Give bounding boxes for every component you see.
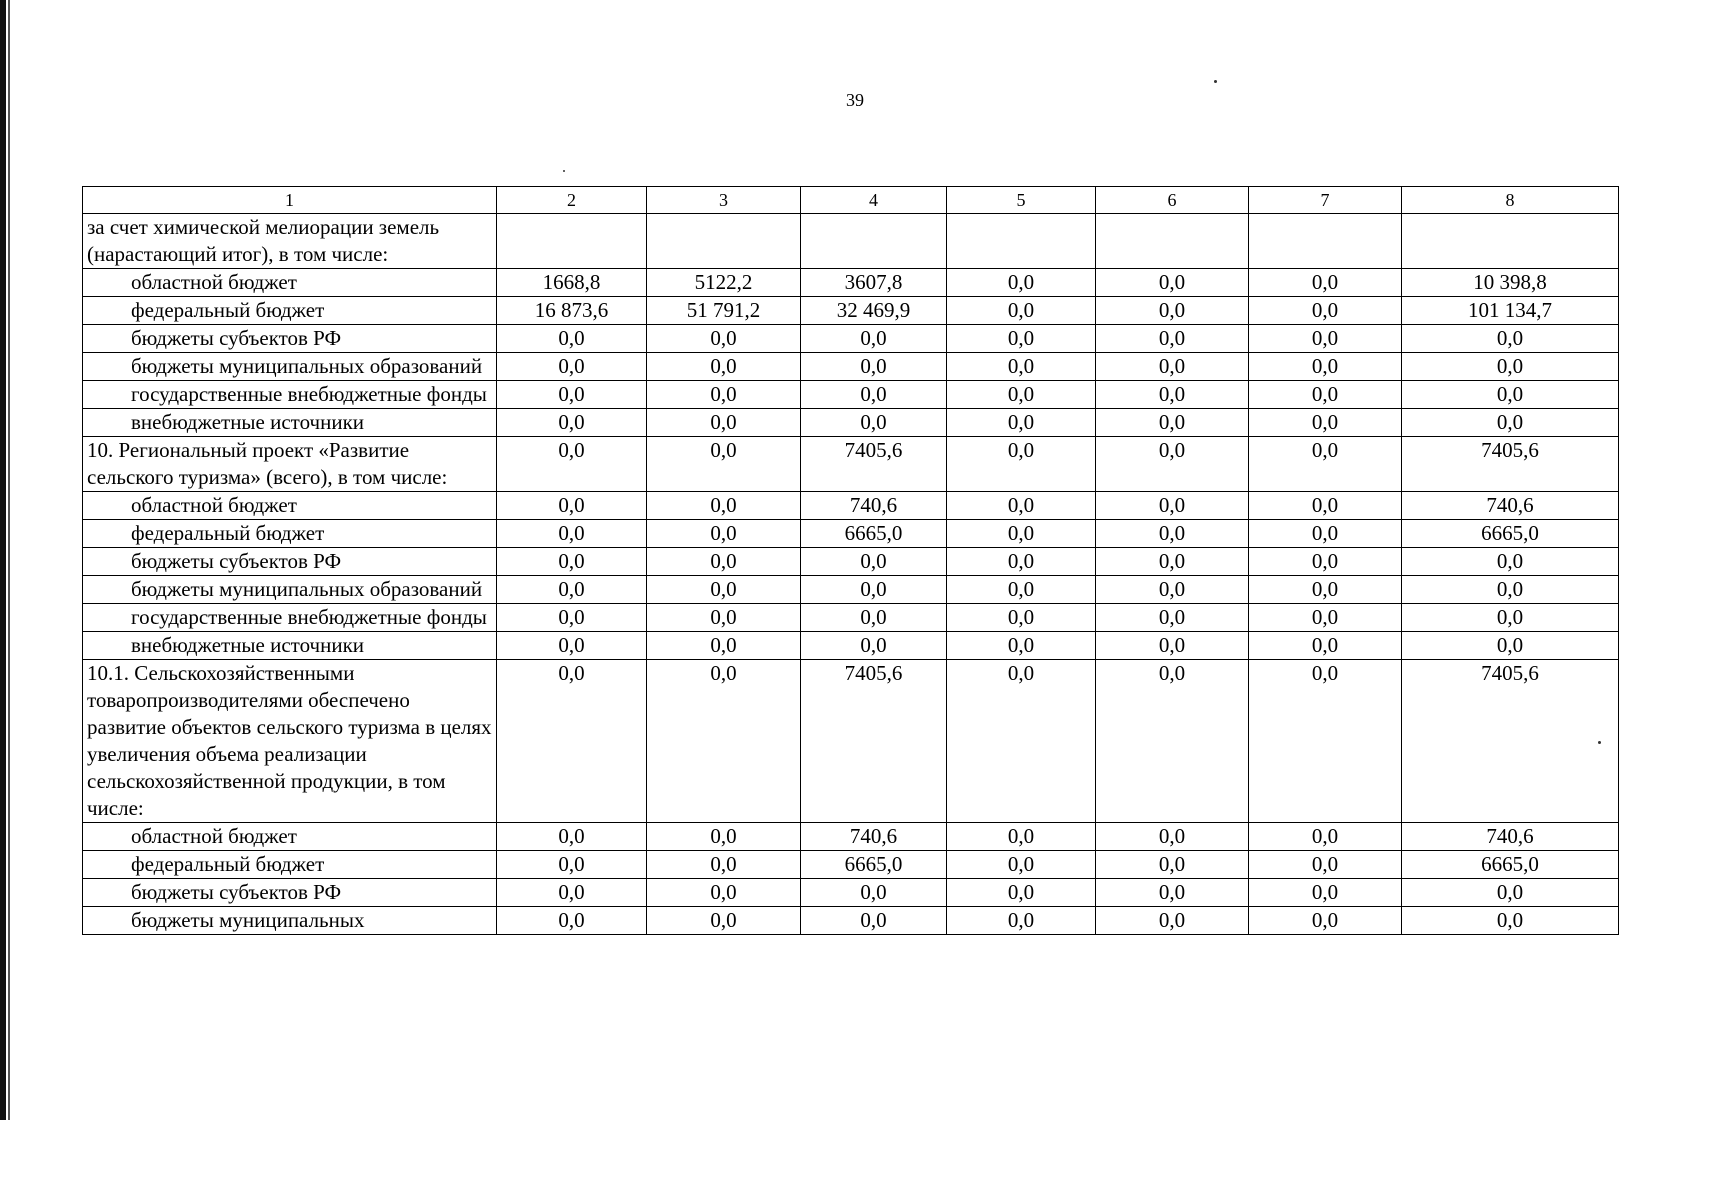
value-cell: 0,0 bbox=[1249, 381, 1402, 409]
value-cell: 0,0 bbox=[801, 548, 947, 576]
value-cell: 101 134,7 bbox=[1402, 297, 1619, 325]
value-cell: 0,0 bbox=[497, 492, 647, 520]
value-cell: 0,0 bbox=[801, 381, 947, 409]
value-cell: 0,0 bbox=[1096, 437, 1249, 492]
value-cell: 0,0 bbox=[1249, 409, 1402, 437]
value-cell bbox=[1096, 214, 1249, 269]
table-row bbox=[83, 548, 1619, 576]
row-label: государственные внебюджетные фонды bbox=[83, 604, 497, 632]
value-cell bbox=[497, 214, 647, 269]
column-header: 3 bbox=[647, 187, 801, 214]
value-cell: 0,0 bbox=[801, 879, 947, 907]
value-cell: 0,0 bbox=[647, 823, 801, 851]
table-row bbox=[83, 604, 1619, 632]
row-label: бюджеты субъектов РФ bbox=[83, 548, 497, 576]
value-cell: 0,0 bbox=[1096, 297, 1249, 325]
value-cell bbox=[1249, 214, 1402, 269]
row-label: областной бюджет bbox=[83, 269, 497, 297]
value-cell: 0,0 bbox=[801, 325, 947, 353]
table-header-row bbox=[83, 187, 1619, 214]
value-cell: 7405,6 bbox=[801, 660, 947, 823]
column-header: 2 bbox=[497, 187, 647, 214]
value-cell: 0,0 bbox=[1249, 269, 1402, 297]
value-cell: 51 791,2 bbox=[647, 297, 801, 325]
row-label: за счет химической мелиорации земель (нарастающий итог), в том числе: bbox=[83, 214, 497, 269]
table-row bbox=[83, 214, 1619, 269]
row-label: областной бюджет bbox=[83, 823, 497, 851]
table-row bbox=[83, 851, 1619, 879]
value-cell: 7405,6 bbox=[1402, 660, 1619, 823]
value-cell: 0,0 bbox=[947, 907, 1096, 935]
value-cell: 0,0 bbox=[801, 604, 947, 632]
value-cell: 0,0 bbox=[497, 823, 647, 851]
value-cell: 0,0 bbox=[947, 381, 1096, 409]
table-row bbox=[83, 907, 1619, 935]
value-cell: 0,0 bbox=[647, 353, 801, 381]
value-cell: 0,0 bbox=[1249, 548, 1402, 576]
table-row bbox=[83, 660, 1619, 823]
value-cell: 0,0 bbox=[1096, 381, 1249, 409]
value-cell: 740,6 bbox=[801, 492, 947, 520]
value-cell: 0,0 bbox=[1402, 632, 1619, 660]
value-cell: 0,0 bbox=[1249, 632, 1402, 660]
value-cell: 0,0 bbox=[647, 604, 801, 632]
value-cell: 0,0 bbox=[947, 604, 1096, 632]
value-cell: 0,0 bbox=[1402, 604, 1619, 632]
value-cell: 10 398,8 bbox=[1402, 269, 1619, 297]
row-label: бюджеты субъектов РФ bbox=[83, 879, 497, 907]
value-cell: 0,0 bbox=[947, 520, 1096, 548]
column-header: 6 bbox=[1096, 187, 1249, 214]
column-header: 4 bbox=[801, 187, 947, 214]
value-cell: 0,0 bbox=[647, 632, 801, 660]
table-row bbox=[83, 297, 1619, 325]
table-row bbox=[83, 381, 1619, 409]
value-cell: 0,0 bbox=[1402, 907, 1619, 935]
row-label: федеральный бюджет bbox=[83, 851, 497, 879]
value-cell: 0,0 bbox=[497, 660, 647, 823]
value-cell: 0,0 bbox=[647, 520, 801, 548]
value-cell: 0,0 bbox=[1402, 381, 1619, 409]
value-cell: 0,0 bbox=[801, 907, 947, 935]
value-cell: 0,0 bbox=[1096, 576, 1249, 604]
column-header: 7 bbox=[1249, 187, 1402, 214]
scan-speck bbox=[1598, 741, 1601, 744]
value-cell: 1668,8 bbox=[497, 269, 647, 297]
value-cell: 0,0 bbox=[1402, 879, 1619, 907]
row-label: бюджеты субъектов РФ bbox=[83, 325, 497, 353]
value-cell: 16 873,6 bbox=[497, 297, 647, 325]
scan-edge-bar bbox=[0, 0, 6, 1120]
value-cell: 7405,6 bbox=[1402, 437, 1619, 492]
value-cell bbox=[647, 214, 801, 269]
value-cell: 0,0 bbox=[1096, 520, 1249, 548]
row-label: бюджеты муниципальных образований bbox=[83, 353, 497, 381]
value-cell: 0,0 bbox=[1402, 409, 1619, 437]
value-cell: 0,0 bbox=[1249, 823, 1402, 851]
value-cell bbox=[1402, 214, 1619, 269]
column-header: 8 bbox=[1402, 187, 1619, 214]
value-cell: 0,0 bbox=[1249, 604, 1402, 632]
value-cell: 0,0 bbox=[947, 297, 1096, 325]
value-cell: 0,0 bbox=[647, 660, 801, 823]
value-cell: 0,0 bbox=[801, 353, 947, 381]
value-cell: 0,0 bbox=[1096, 409, 1249, 437]
value-cell: 0,0 bbox=[947, 409, 1096, 437]
value-cell: 0,0 bbox=[647, 907, 801, 935]
value-cell: 0,0 bbox=[1249, 492, 1402, 520]
row-label: бюджеты муниципальных bbox=[83, 907, 497, 935]
table-row bbox=[83, 823, 1619, 851]
value-cell: 0,0 bbox=[497, 325, 647, 353]
value-cell: 0,0 bbox=[497, 437, 647, 492]
value-cell: 0,0 bbox=[947, 548, 1096, 576]
table-body bbox=[83, 187, 1619, 935]
value-cell: 0,0 bbox=[947, 492, 1096, 520]
value-cell: 0,0 bbox=[801, 409, 947, 437]
value-cell: 6665,0 bbox=[1402, 520, 1619, 548]
value-cell: 0,0 bbox=[647, 325, 801, 353]
value-cell: 0,0 bbox=[947, 660, 1096, 823]
value-cell: 6665,0 bbox=[801, 851, 947, 879]
value-cell: 0,0 bbox=[1096, 632, 1249, 660]
scan-speck bbox=[1214, 80, 1217, 83]
value-cell: 0,0 bbox=[1249, 520, 1402, 548]
row-label: 10. Региональный проект «Развитие сельского туризма» (всего), в том числе: bbox=[83, 437, 497, 492]
value-cell: 0,0 bbox=[801, 576, 947, 604]
table-row bbox=[83, 576, 1619, 604]
value-cell: 0,0 bbox=[947, 879, 1096, 907]
value-cell: 0,0 bbox=[947, 353, 1096, 381]
value-cell: 0,0 bbox=[1096, 492, 1249, 520]
scan-edge-line bbox=[8, 0, 10, 1120]
value-cell bbox=[947, 214, 1096, 269]
value-cell: 0,0 bbox=[497, 907, 647, 935]
value-cell: 0,0 bbox=[947, 851, 1096, 879]
value-cell: 0,0 bbox=[497, 879, 647, 907]
value-cell: 0,0 bbox=[1096, 269, 1249, 297]
table-row bbox=[83, 437, 1619, 492]
value-cell: 0,0 bbox=[947, 632, 1096, 660]
value-cell: 0,0 bbox=[1096, 325, 1249, 353]
table-row bbox=[83, 520, 1619, 548]
budget-table bbox=[82, 186, 1619, 935]
row-label: федеральный бюджет bbox=[83, 520, 497, 548]
value-cell: 0,0 bbox=[1096, 907, 1249, 935]
value-cell: 0,0 bbox=[647, 409, 801, 437]
value-cell: 0,0 bbox=[1096, 851, 1249, 879]
row-label: областной бюджет bbox=[83, 492, 497, 520]
value-cell: 0,0 bbox=[647, 879, 801, 907]
table-row bbox=[83, 879, 1619, 907]
value-cell: 740,6 bbox=[1402, 823, 1619, 851]
value-cell: 3607,8 bbox=[801, 269, 947, 297]
value-cell: 0,0 bbox=[801, 632, 947, 660]
value-cell: 0,0 bbox=[1249, 325, 1402, 353]
value-cell: 0,0 bbox=[1096, 823, 1249, 851]
value-cell: 0,0 bbox=[647, 381, 801, 409]
table-row bbox=[83, 632, 1619, 660]
table-row bbox=[83, 325, 1619, 353]
row-label: федеральный бюджет bbox=[83, 297, 497, 325]
value-cell: 0,0 bbox=[1096, 353, 1249, 381]
value-cell: 0,0 bbox=[497, 353, 647, 381]
table-row bbox=[83, 409, 1619, 437]
value-cell: 0,0 bbox=[947, 269, 1096, 297]
value-cell: 740,6 bbox=[801, 823, 947, 851]
value-cell: 0,0 bbox=[497, 576, 647, 604]
value-cell: 0,0 bbox=[1249, 851, 1402, 879]
table-row bbox=[83, 353, 1619, 381]
value-cell: 0,0 bbox=[1402, 353, 1619, 381]
row-label: бюджеты муниципальных образований bbox=[83, 576, 497, 604]
value-cell: 7405,6 bbox=[801, 437, 947, 492]
value-cell: 0,0 bbox=[497, 381, 647, 409]
value-cell: 0,0 bbox=[1096, 548, 1249, 576]
value-cell: 0,0 bbox=[647, 548, 801, 576]
value-cell: 0,0 bbox=[947, 823, 1096, 851]
value-cell: 0,0 bbox=[1402, 325, 1619, 353]
value-cell: 5122,2 bbox=[647, 269, 801, 297]
value-cell: 0,0 bbox=[497, 851, 647, 879]
value-cell: 32 469,9 bbox=[801, 297, 947, 325]
value-cell: 0,0 bbox=[1249, 353, 1402, 381]
value-cell: 0,0 bbox=[1249, 297, 1402, 325]
page-number: 39 bbox=[846, 90, 864, 110]
value-cell: 0,0 bbox=[1249, 437, 1402, 492]
value-cell: 0,0 bbox=[1249, 660, 1402, 823]
value-cell: 0,0 bbox=[1096, 879, 1249, 907]
value-cell: 0,0 bbox=[1249, 879, 1402, 907]
scan-speck bbox=[563, 170, 565, 172]
value-cell: 0,0 bbox=[1096, 604, 1249, 632]
table-row bbox=[83, 492, 1619, 520]
value-cell: 740,6 bbox=[1402, 492, 1619, 520]
row-label: внебюджетные источники bbox=[83, 409, 497, 437]
value-cell: 0,0 bbox=[647, 851, 801, 879]
value-cell: 0,0 bbox=[947, 576, 1096, 604]
row-label: 10.1. Сельскохозяйственными товаропроизводителями обеспечено развитие объектов сельского туризма в целях увеличения объема реализации сельскохозяйственной продукции, в том числе: bbox=[83, 660, 497, 823]
value-cell: 0,0 bbox=[497, 604, 647, 632]
column-header: 1 bbox=[83, 187, 497, 214]
value-cell: 0,0 bbox=[497, 632, 647, 660]
value-cell bbox=[801, 214, 947, 269]
value-cell: 0,0 bbox=[1402, 548, 1619, 576]
value-cell: 0,0 bbox=[647, 437, 801, 492]
value-cell: 0,0 bbox=[1402, 576, 1619, 604]
value-cell: 0,0 bbox=[947, 437, 1096, 492]
row-label: государственные внебюджетные фонды bbox=[83, 381, 497, 409]
column-header: 5 bbox=[947, 187, 1096, 214]
value-cell: 0,0 bbox=[1249, 576, 1402, 604]
row-label: внебюджетные источники bbox=[83, 632, 497, 660]
value-cell: 0,0 bbox=[497, 548, 647, 576]
value-cell: 0,0 bbox=[1249, 907, 1402, 935]
table-row bbox=[83, 269, 1619, 297]
value-cell: 0,0 bbox=[647, 576, 801, 604]
value-cell: 0,0 bbox=[497, 520, 647, 548]
value-cell: 0,0 bbox=[947, 325, 1096, 353]
value-cell: 0,0 bbox=[647, 492, 801, 520]
value-cell: 0,0 bbox=[497, 409, 647, 437]
value-cell: 6665,0 bbox=[1402, 851, 1619, 879]
value-cell: 6665,0 bbox=[801, 520, 947, 548]
value-cell: 0,0 bbox=[1096, 660, 1249, 823]
